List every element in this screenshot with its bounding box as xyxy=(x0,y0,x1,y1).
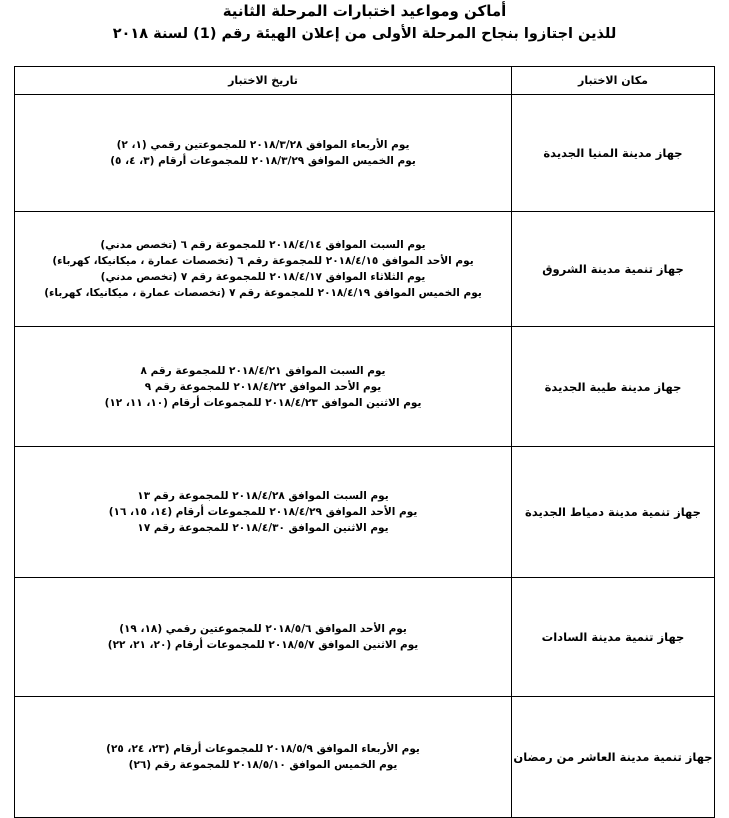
exam-date-line: يوم الأحد الموافق ٢٠١٨/٤/٢٢ للمجموعة رقم ٩ xyxy=(144,380,382,393)
exam-date-line: يوم الأربعاء الموافق ٢٠١٨/٣/٢٨ للمجموعتين رقمي (١، ٢) xyxy=(116,139,410,151)
exam-place-cell: جهاز تنمية مدينة دمياط الجديدة xyxy=(512,447,715,578)
table-row xyxy=(15,578,715,697)
exam-dates-cell xyxy=(15,447,512,578)
exam-date-line: يوم الخميس الموافق ٢٠١٨/٤/١٩ للمجموعة رقم ٧ (تخصصات عمارة ، ميكانيكا، كهرباء) xyxy=(44,287,482,299)
column-header-place: مكان الاختبار xyxy=(512,67,715,95)
exam-date-line: يوم الأحد الموافق ٢٠١٨/٤/٢٩ للمجموعات أرقام (١٤، ١٥، ١٦) xyxy=(108,506,418,518)
exam-date-line: يوم الخميس الموافق ٢٠١٨/٣/٢٩ للمجموعات أرقام (٣، ٤، ٥) xyxy=(110,155,416,167)
exam-date-line: يوم الخميس الموافق ٢٠١٨/٥/١٠ للمجموعة رقم (٢٦) xyxy=(128,759,398,771)
exam-dates-cell xyxy=(15,212,512,327)
table-header-row xyxy=(15,67,715,95)
column-header-date: تاريخ الاختبار xyxy=(15,67,512,95)
table-row xyxy=(15,95,715,212)
table-row xyxy=(15,697,715,818)
exam-date-line: يوم السبت الموافق ٢٠١٨/٤/٢١ للمجموعة رقم ٨ xyxy=(140,364,386,377)
exam-date-line: يوم الاثنين الموافق ٢٠١٨/٤/٣٠ للمجموعة رقم ١٧ xyxy=(137,522,389,534)
exam-place-cell: جهاز تنمية مدينة الشروق xyxy=(512,212,715,327)
exam-date-line: يوم الاثنين الموافق ٢٠١٨/٤/٢٣ للمجموعات أرقام (١٠، ١١، ١٢) xyxy=(104,396,422,409)
exam-dates-cell xyxy=(15,578,512,697)
exam-dates-cell xyxy=(15,697,512,818)
exam-dates-cell xyxy=(15,95,512,212)
exam-schedule-table xyxy=(14,66,715,818)
table-row xyxy=(15,447,715,578)
exam-place-cell: جهاز مدينة طيبة الجديدة xyxy=(512,327,715,447)
exam-date-line: يوم الأحد الموافق ٢٠١٨/٤/١٥ للمجموعة رقم ٦ (تخصصات عمارة ، ميكانيكا، كهرباء) xyxy=(52,255,474,267)
exam-date-line: يوم الأربعاء الموافق ٢٠١٨/٥/٩ للمجموعات أرقام (٢٣، ٢٤، ٢٥) xyxy=(106,743,420,755)
exam-place-cell: جهاز مدينة المنيا الجديدة xyxy=(512,95,715,212)
exam-date-line: يوم الثلاثاء الموافق ٢٠١٨/٤/١٧ للمجموعة رقم ٧ (تخصص مدني) xyxy=(100,271,426,283)
exam-date-line: يوم الاثنين الموافق ٢٠١٨/٥/٧ للمجموعات أرقام (٢٠، ٢١، ٢٢) xyxy=(107,639,419,651)
page-title: أماكن ومواعيد اختبارات المرحلة الثانية xyxy=(222,2,507,20)
exam-date-line: يوم السبت الموافق ٢٠١٨/٤/١٤ للمجموعة رقم ٦ (تخصص مدني) xyxy=(100,239,426,251)
exam-date-line: يوم السبت الموافق ٢٠١٨/٤/٢٨ للمجموعة رقم ١٣ xyxy=(137,490,389,502)
exam-dates-cell xyxy=(15,327,512,447)
table-row xyxy=(15,327,715,447)
exam-date-line: يوم الأحد الموافق ٢٠١٨/٥/٦ للمجموعتين رقمي (١٨، ١٩) xyxy=(119,623,407,635)
exam-place-cell: جهاز تنمية مدينة السادات xyxy=(512,578,715,697)
exam-place-cell: جهاز تنمية مدينة العاشر من رمضان xyxy=(512,697,715,818)
table-row xyxy=(15,212,715,327)
page-subtitle: للذين اجتازوا بنجاح المرحلة الأولى من إعلان الهيئة رقم (1) لسنة ٢٠١٨ xyxy=(112,26,617,42)
